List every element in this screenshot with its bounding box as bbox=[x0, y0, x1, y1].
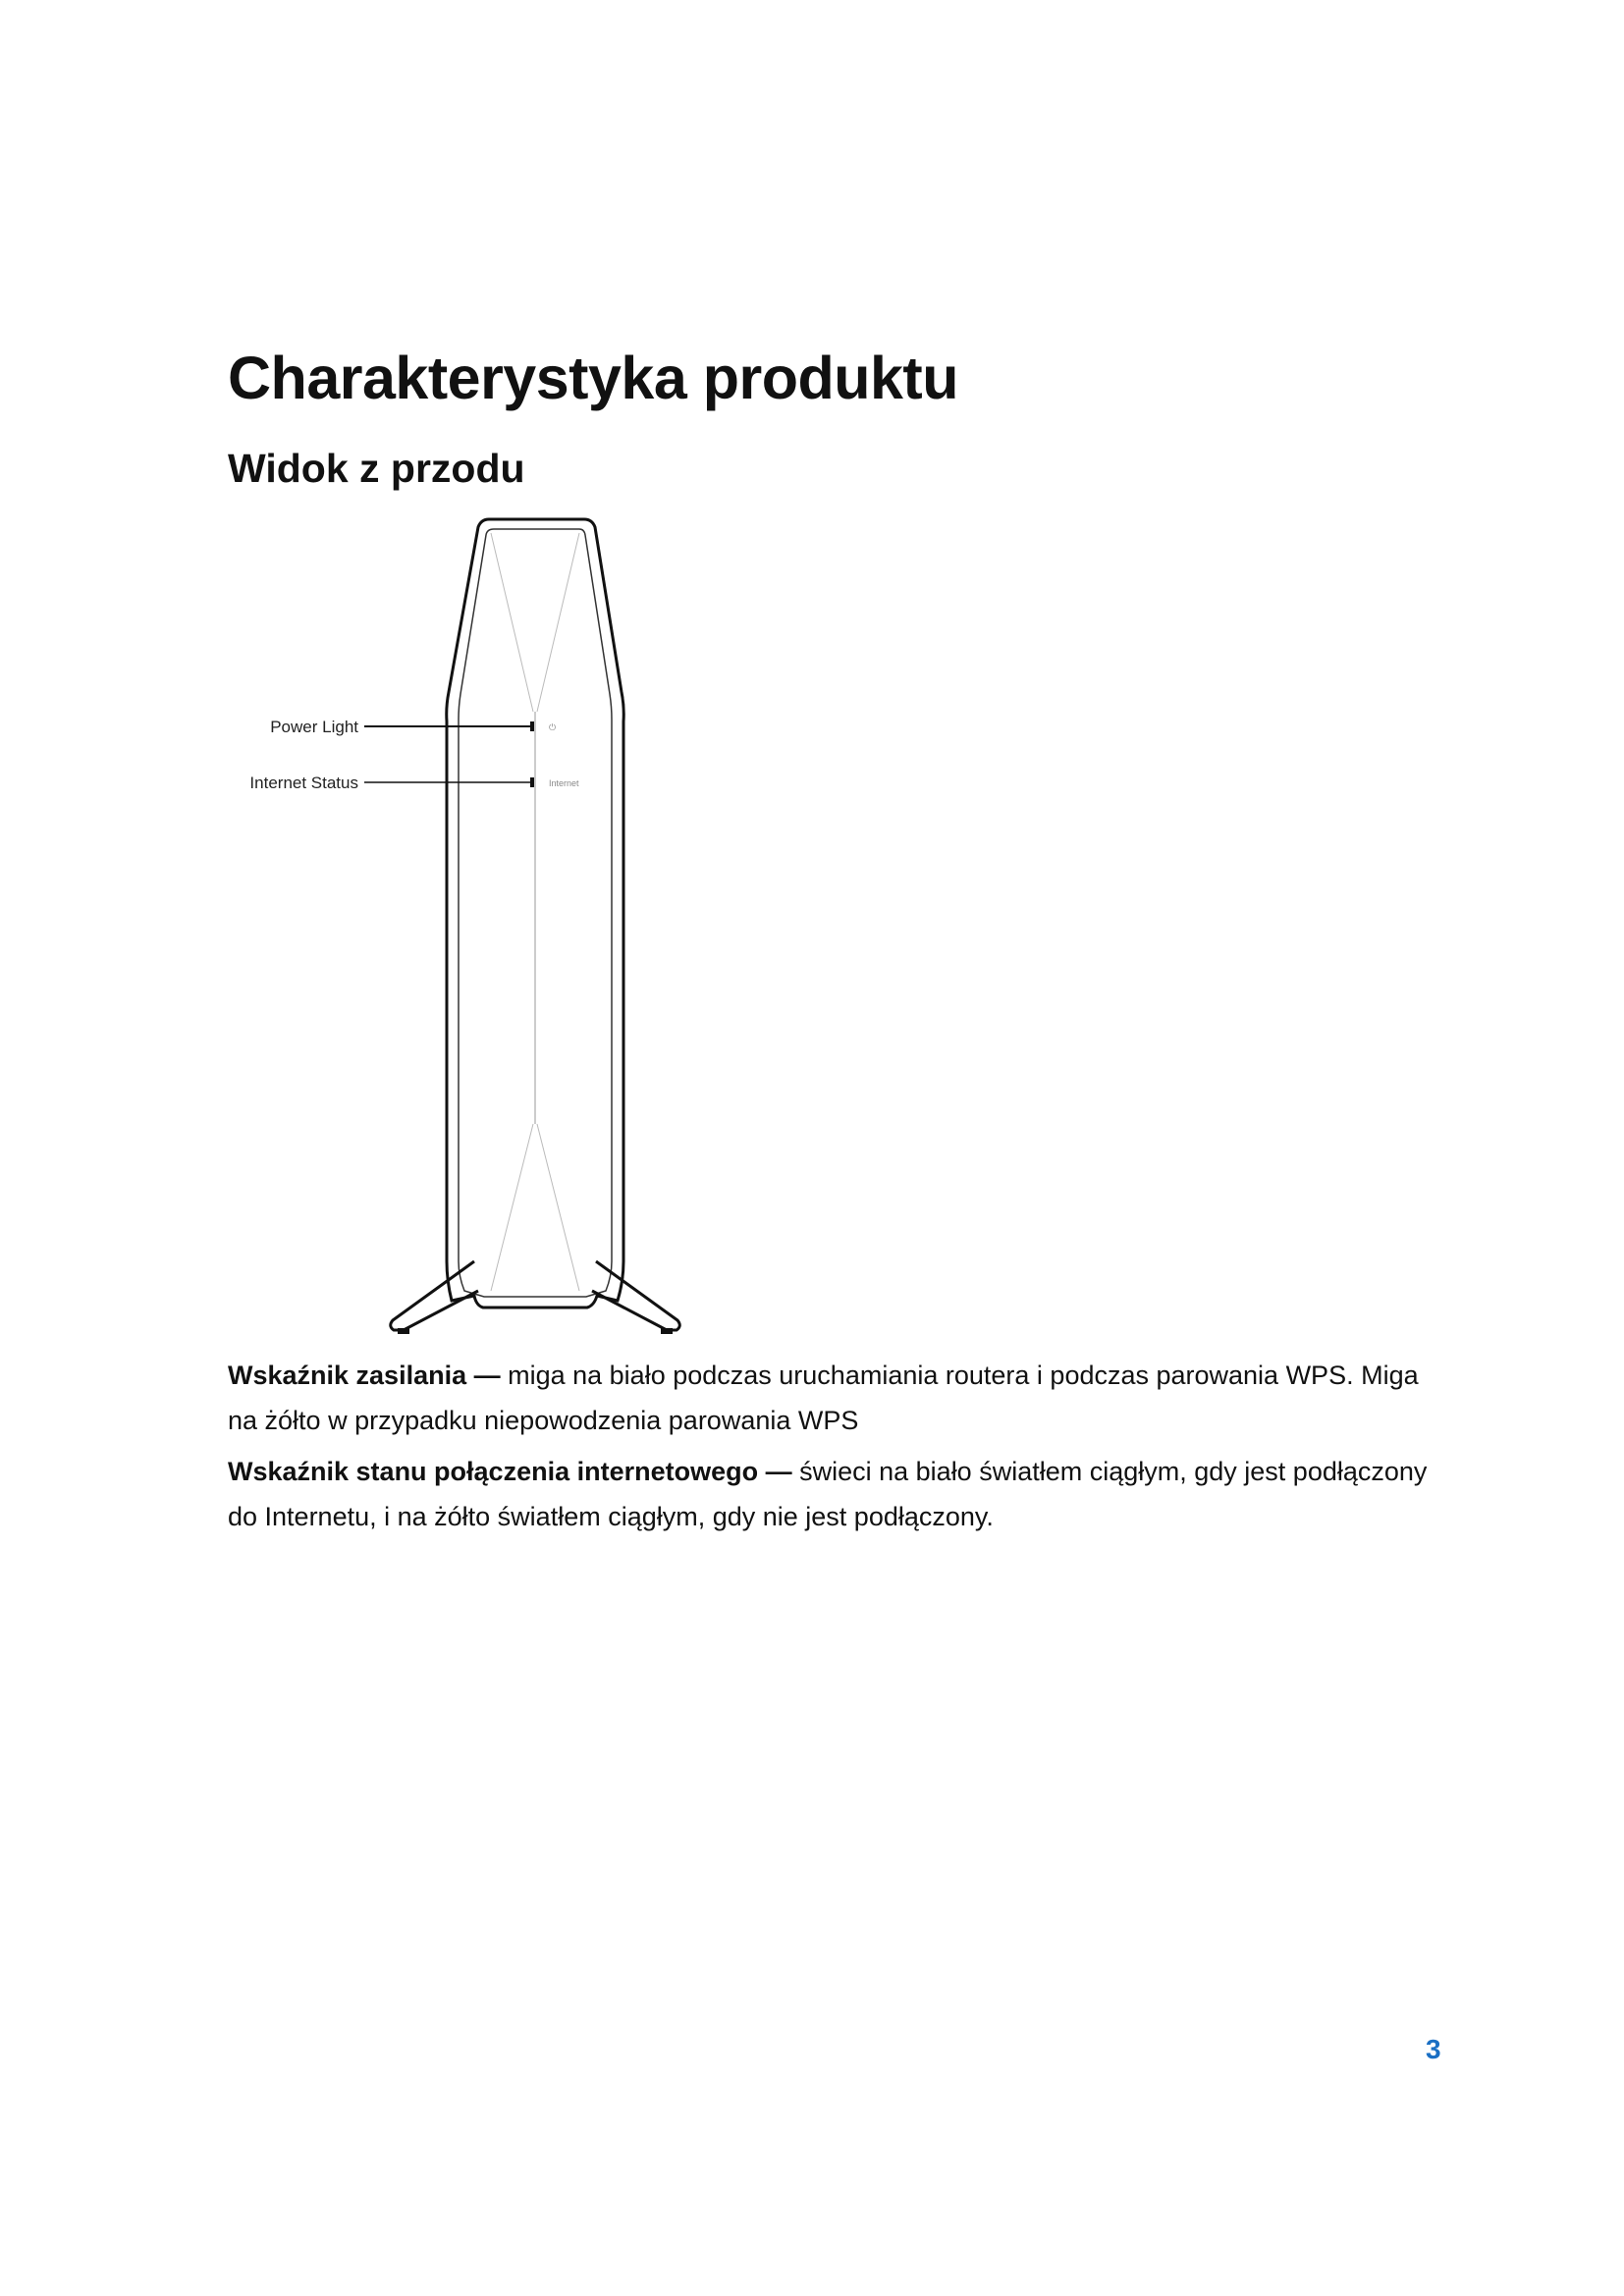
section-title: Widok z przodu bbox=[228, 446, 525, 491]
power-symbol-label: ⏻ bbox=[549, 722, 557, 732]
router-foot-right bbox=[661, 1328, 673, 1334]
router-front-view-figure bbox=[221, 506, 712, 1345]
power-light-description bbox=[228, 1353, 1455, 1443]
internet-device-label: Internet bbox=[549, 778, 579, 788]
internet-status-term: Wskaźnik stanu połączenia internetowego — bbox=[228, 1457, 792, 1486]
internet-status-text: świeci na biało światłem ciągłym, gdy jest podłączony do Internetu, i na żółto światłem ciągłym, gdy nie jest podłączony. bbox=[228, 1457, 1428, 1531]
power-light-term: Wskaźnik zasilania — bbox=[228, 1361, 501, 1390]
power-led bbox=[530, 721, 534, 731]
page-number: 3 bbox=[1426, 2034, 1441, 2064]
router-stand-right-leg bbox=[592, 1261, 679, 1330]
power-light-callout-label: Power Light bbox=[270, 718, 358, 736]
page-title: Charakterystyka produktu bbox=[228, 345, 958, 411]
router-illustration bbox=[221, 506, 712, 1345]
internet-status-description bbox=[228, 1449, 1455, 1539]
internet-led bbox=[530, 777, 534, 787]
router-foot-left bbox=[398, 1328, 409, 1334]
power-light-text: miga na biało podczas uruchamiania routera i podczas parowania WPS. Miga na żółto w przypadku niepowodzenia parowania WPS bbox=[228, 1361, 1419, 1435]
router-stand-left-leg bbox=[391, 1261, 478, 1330]
internet-status-callout-label: Internet Status bbox=[249, 774, 358, 792]
